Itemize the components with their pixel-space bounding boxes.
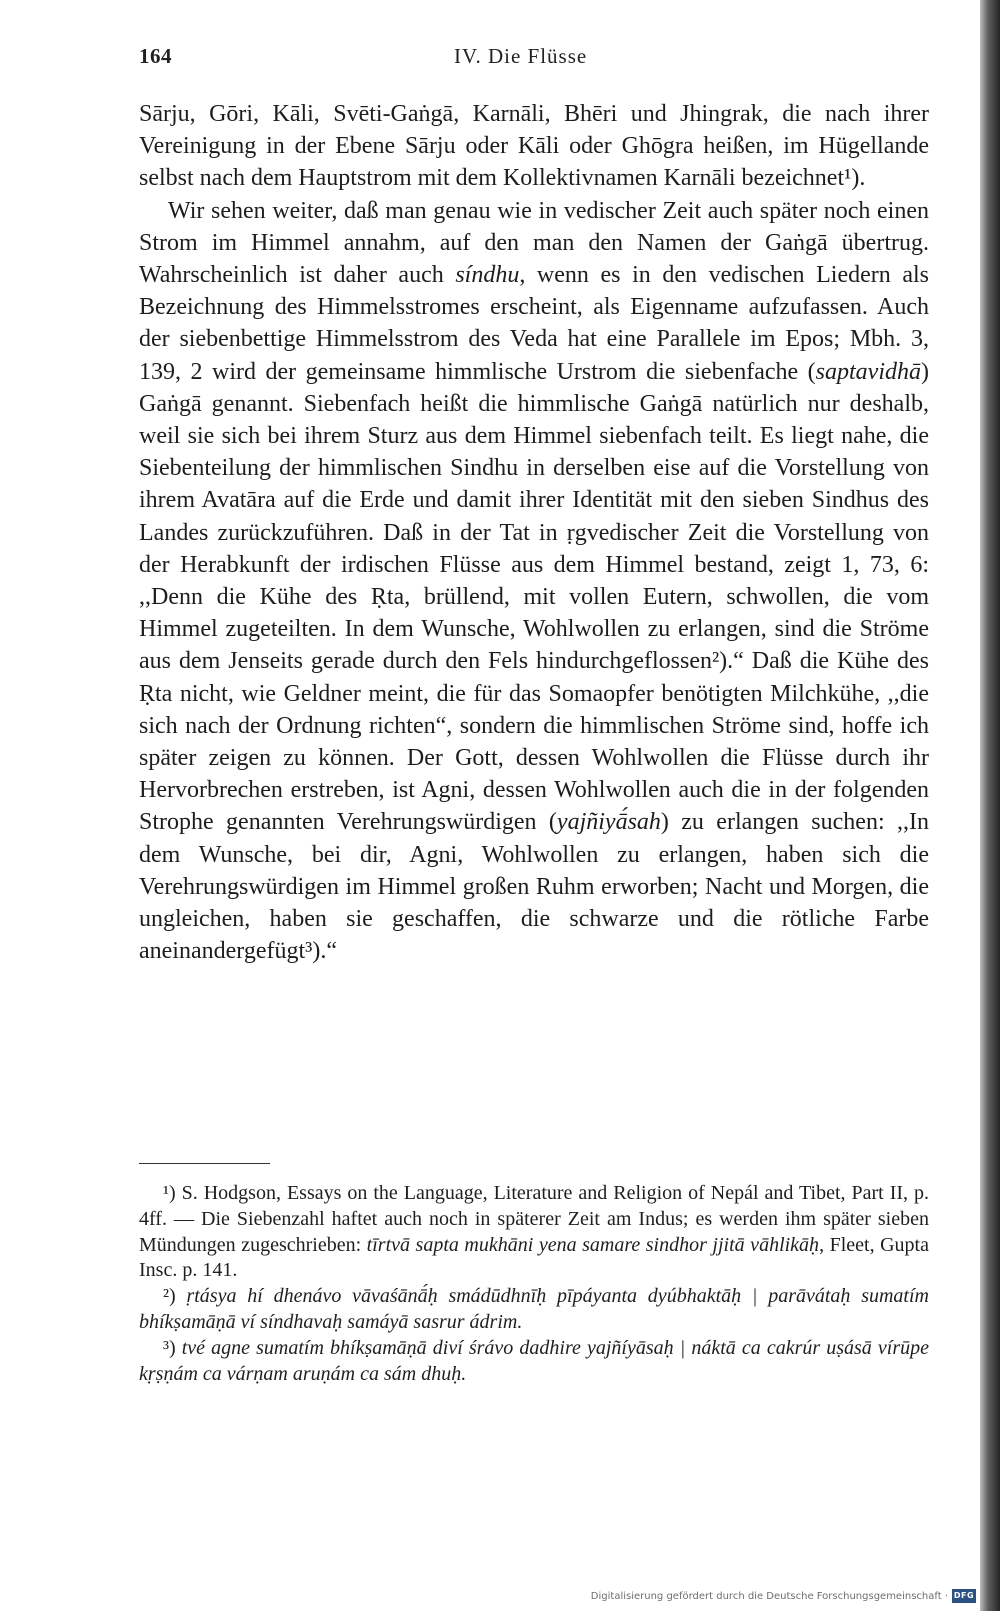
page-number: 164 <box>139 44 172 68</box>
footnote-italic-text: ṛtásya hí dhenávo vāvaśānā́ḥ smádūdhnīḥ pīpáyanta dyúbhaktāḥ | parāvátaḥ sumatím bhíkṣamāṇā ví síndhavaḥ samáyā sasrur ádrim. <box>139 1285 929 1333</box>
running-title: IV. Die Flüsse <box>454 44 588 68</box>
footnote <box>139 1181 929 1284</box>
footnotes <box>139 1181 929 1387</box>
footnote-text: , Fleet, Gupta Insc. p. 141. <box>139 1233 929 1282</box>
footnote-divider <box>139 1163 270 1164</box>
paragraph: Sārju, Gōri, Kāli, Svēti-Gaṅgā, Karnāli, Bhēri und Jhingrak, die nach ihrer Vereinigung in der Ebene Sārju oder Kāli oder Ghōgra heißen, im Hügellande selbst nach dem Hauptstrom mit dem Kollektivnamen Karnāli bezeichnet¹). <box>139 101 929 192</box>
paragraph-text: ) Gaṅgā genannt. Siebenfach heißt die himmlische Gaṅgā natürlich nur deshalb, weil sie sich bei ihrem Sturz aus dem Himmel siebenfach teilt. Es liegt nahe, die Siebenteilung der himmlischen Sindhu in derselben eise auf die Vorstellung von ihrem Avatāra auf die Erde und damit ihrer Identität mit den sieben Sindhus des Landes zurückzuführen. Daß in der Tat in ṛgvedischer Zeit die Vorstellung von der Herabkunft der irdischen Flüsse aus dem Himmel bestand, zeigt 1, 73, 6: ,,Denn die Kühe des Ṛta, brüllend, mit vollen Eutern, schwollen, die vom Himmel zugeteilten. In dem Wunsche, Wohlwollen zu erlangen, sind die Ströme aus dem Jenseits gerade durch den Fels hindurchgeflossen²).“ Daß die Kühe des Ṛta nicht, wie Geldner meint, die für das Somaopfer benötigten Milchkühe, ,,die sich nach der Ordnung richten“, sondern die himmlischen Ströme sind, hoffe ich später zeigen zu können. Der Gott, dessen Wohlwollen die Flüsse durch ihr Hervorbrechen erstreben, ist Agni, dessen Wohlwollen auch die in der folgenden Strophe genannten Verehrungswürdigen ( <box>139 358 929 836</box>
digitization-text: Digitalisierung gefördert durch die Deutsche Forschungsgemeinschaft · <box>590 1590 948 1602</box>
footnote-text: S. Hodgson, Essays on the Language, Literature and Religion of Nepál and Tibet, Part II, p. 4ff. — Die Siebenzahl haftet auch noch in späterer Zeit am Indus; es werden ihm später sieben Mündungen zugeschrieben: <box>139 1182 929 1256</box>
paragraph-text: , wenn es in den vedischen Liedern als Bezeichnung des Himmelsstromes erscheint, als Eigenname aufzufassen. Auch der siebenbettige Himmelsstrom des Veda hat eine Parallele im Epos; Mbh. 3, 139, 2 wird der gemeinsame himmlische Urstrom die siebenfache ( <box>139 262 930 385</box>
paragraph-text: Wir sehen weiter, daß man genau wie in vedischer Zeit auch später noch einen Strom im Himmel annahm, auf den man den Namen der Gaṅgā übertrug. Wahrscheinlich ist daher auch <box>139 197 929 289</box>
italic-term: yajñiyā́sah <box>556 809 661 836</box>
digitization-note <box>591 1588 976 1604</box>
dfg-logo-icon: DFG <box>952 1589 976 1603</box>
footnote-italic-text: tīrtvā sapta mukhāni yena samare sindhor jjitā vāhlikāḥ <box>366 1233 820 1256</box>
paragraph <box>139 195 929 968</box>
footnote-italic-text: tvé agne sumatím bhíkṣamāṇā diví śrávo dadhire yajñíyāsaḥ | náktā ca cakrúr uṣásā vírūpe kṛṣṇám ca várṇam aruṇám ca sám dhuḥ. <box>139 1336 929 1385</box>
footnote <box>139 1336 929 1388</box>
italic-term: síndhu <box>455 262 520 289</box>
footnote-marker: ³) <box>163 1336 176 1359</box>
paragraph-text: ) zu erlangen suchen: ,,In dem Wunsche, bei dir, Agni, Wohlwollen zu erlangen, haben sich die Verehrungswürdigen im Himmel großen Ruhm erworben; Nacht und Morgen, die ungleichen, haben sie geschaffen, die schwarze und die rötliche Farbe aneinandergefügt³).“ <box>139 809 929 965</box>
italic-term: saptavidhā <box>815 358 921 385</box>
footnote-marker: ²) <box>163 1285 176 1308</box>
scan-page-edge <box>980 0 1000 1611</box>
page-header <box>139 44 929 72</box>
main-text <box>139 98 929 967</box>
footnote-marker: ¹) <box>163 1182 176 1204</box>
footnote <box>139 1284 929 1336</box>
